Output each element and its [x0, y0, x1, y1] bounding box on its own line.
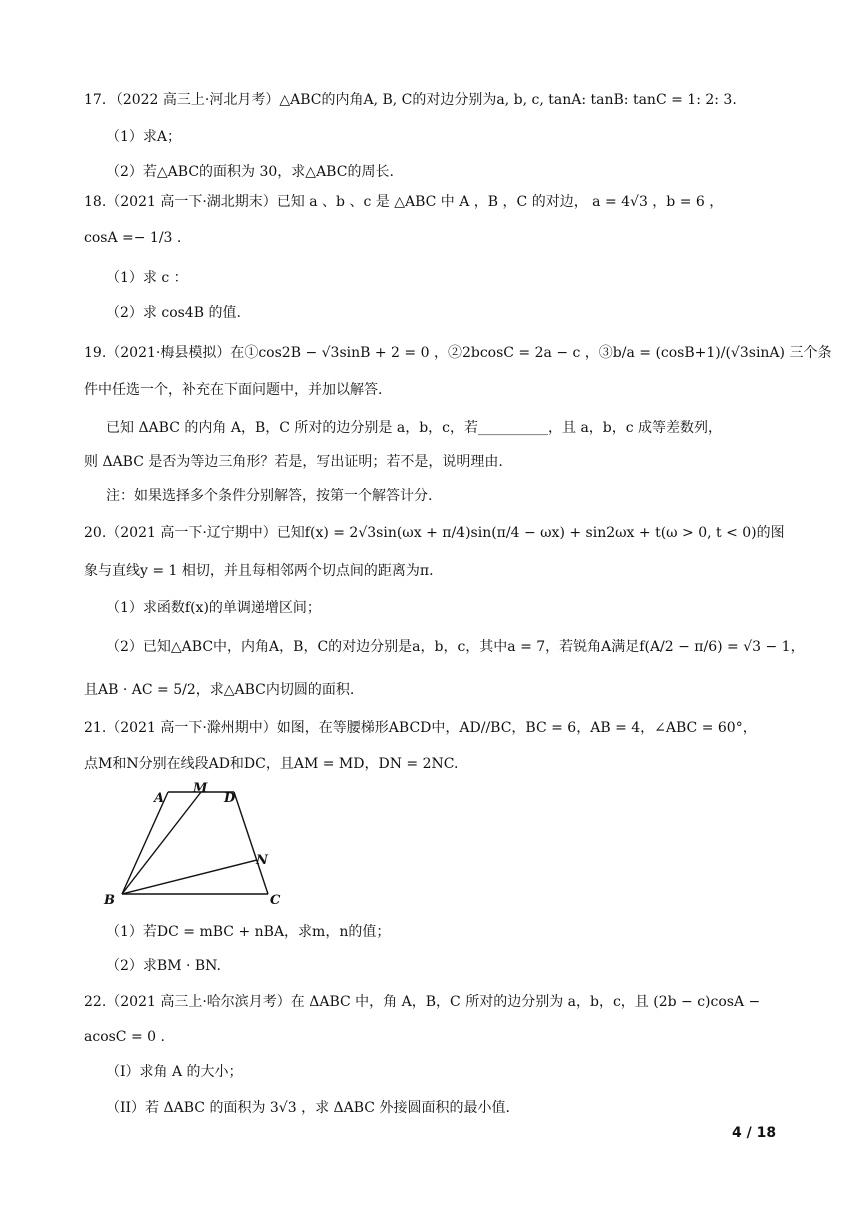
q22-part2: （II）若 ΔABC 的面积为 3√3 ，求 ΔABC 外接圆面积的最小值. — [106, 1100, 510, 1116]
q22-stem: 22.（2021 高三上·哈尔滨月考）在 ΔABC 中，角 A，B，C 所对的边分别为 a，b，c，且 (2b − c)cosA − — [84, 994, 761, 1010]
q18-stem-cont: cosA =− 1/3 . — [84, 230, 182, 246]
q19-note: 注：如果选择多个条件分别解答，按第一个解答计分. — [106, 488, 433, 504]
label-n: N — [256, 853, 268, 868]
label-c: C — [270, 893, 281, 908]
segment-bn — [122, 860, 257, 894]
trapezoid-figure — [100, 780, 300, 910]
page-number: 4 / 18 — [732, 1125, 777, 1141]
label-m: M — [193, 781, 208, 796]
q17-stem: 17．（2022 高三上·河北月考）△ABC的内角A, B, C的对边分别为a, b, c, tanA: tanB: tanC = 1: 2: 3. — [84, 92, 737, 108]
q18-part2: （2）求 cos4B 的值. — [106, 305, 241, 321]
q22-stem-cont: acosC = 0 . — [84, 1029, 165, 1045]
q20-part2: （2）已知△ABC中，内角A，B，C的对边分别是a，b，c，其中a = 7，若锐角A满足f(A/2 − π/6) = √3 − 1， — [106, 639, 805, 655]
edge-dc — [234, 792, 268, 894]
q19-stem-cont: 件中任选一个，补充在下面问题中，并加以解答. — [84, 382, 383, 398]
q22-part1: （I）求角 A 的大小； — [106, 1064, 243, 1080]
q18-part1: （1）求 c ： — [106, 270, 188, 286]
q21-stem: 21.（2021 高一下·滁州期中）如图，在等腰梯形ABCD中，AD//BC，BC = 6，AB = 4，∠ABC = 60°， — [84, 720, 757, 736]
q20-stem: 20.（2021 高一下·辽宁期中）已知f(x) = 2√3sin(ωx + π/4)sin(π/4 − ωx) + sin2ωx + t(ω > 0, t < 0)的图 — [84, 525, 785, 541]
label-d: D — [224, 791, 236, 806]
q17-part1: （1）求A； — [106, 129, 182, 145]
q17-part2: （2）若△ABC的面积为 30，求△ABC的周长. — [106, 164, 394, 180]
q20-part1: （1）求函数f(x)的单调递增区间； — [106, 600, 321, 616]
q21-part1: （1）若DC = mBC + nBA，求m，n的值； — [106, 924, 391, 940]
q20-part2-cont: 且AB · AC = 5/2，求△ABC内切圆的面积. — [84, 682, 355, 698]
label-a: A — [154, 791, 165, 806]
q20-stem-cont: 象与直线y = 1 相切，并且每相邻两个切点间的距离为π. — [84, 563, 434, 579]
q21-stem-cont: 点M和N分别在线段AD和DC，且AM = MD，DN = 2NC. — [84, 756, 459, 772]
q19-stem: 19.（2021·梅县模拟）在①cos2B − √3sinB + 2 = 0 ，②2bcosC = 2a − c ，③b/a = (cosB+1)/(√3sinA) 三个条 — [84, 345, 832, 361]
q19-question-cont: 则 ΔABC 是否为等边三角形？若是，写出证明；若不是，说明理由. — [84, 454, 503, 470]
q18-stem: 18.（2021 高一下·湖北期末）已知 a 、b 、c 是 △ABC 中 A ，B ，C 的对边， a = 4√3 ，b = 6 ， — [84, 194, 724, 210]
q19-question: 已知 ΔABC 的内角 A，B，C 所对的边分别是 a，b，c，若__________，且 a，b，c 成等差数列， — [106, 420, 723, 436]
q21-part2: （2）求BM · BN. — [106, 958, 221, 974]
label-b: B — [104, 893, 115, 908]
